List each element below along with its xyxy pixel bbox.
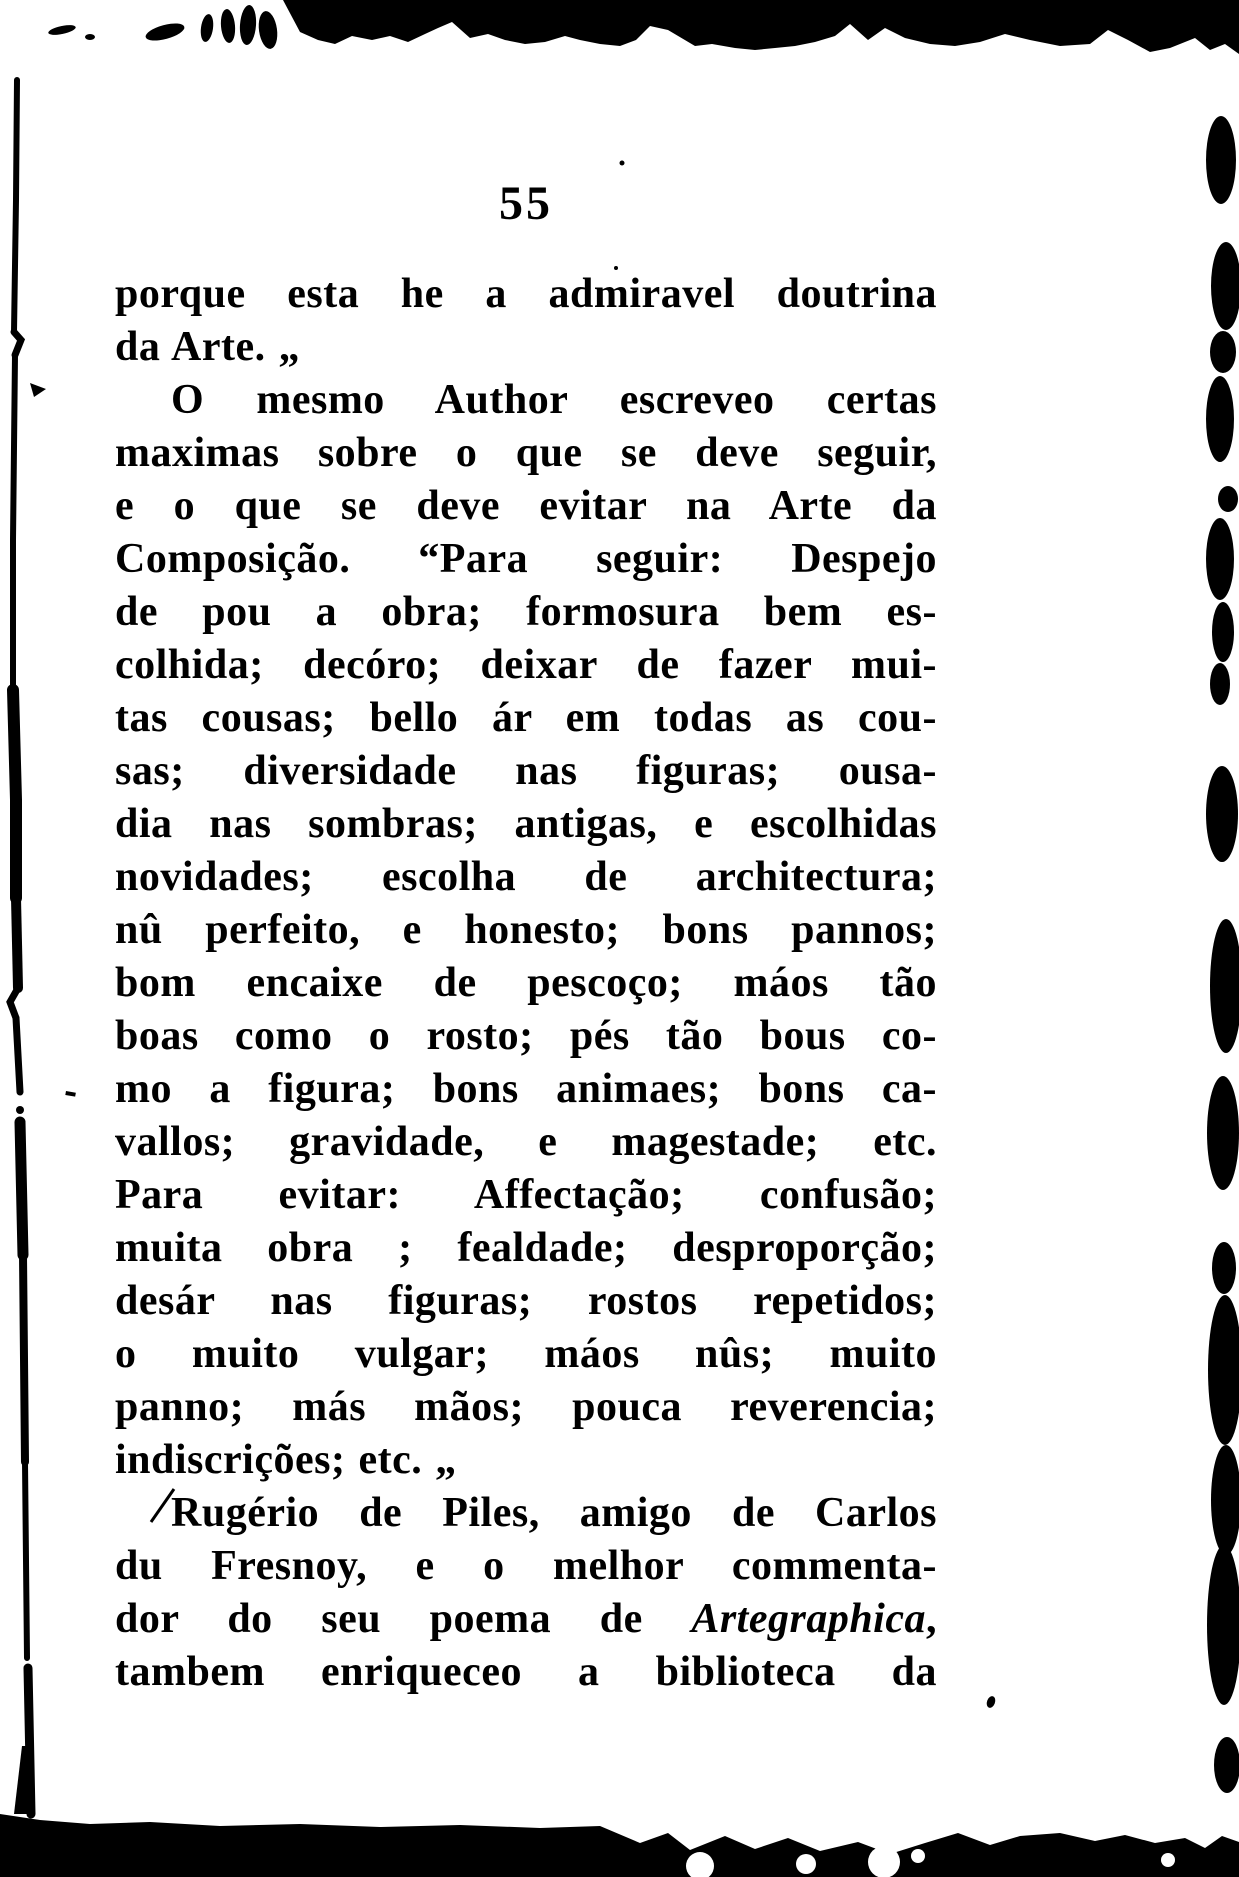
text-line: indiscrições; etc. „ xyxy=(115,1437,457,1483)
scan-artifact-right-edge xyxy=(1206,116,1239,1793)
text-line: du Fresnoy, e o melhor commenta- xyxy=(115,1543,937,1589)
scan-artifact-bottom-edge xyxy=(0,1814,1239,1877)
text-line: panno; más mãos; pouca reverencia; xyxy=(115,1384,937,1430)
text-line: tambem enriqueceo a biblioteca da xyxy=(115,1649,937,1695)
text-line xyxy=(115,1593,937,1646)
text-line: porque esta he a admiravel doutrina xyxy=(115,271,937,317)
text-line: O mesmo Author escreveo certas xyxy=(171,377,937,423)
text-line: Para evitar: Affectação; confusão; xyxy=(115,1172,937,1218)
scan-artifact-bottom-holes xyxy=(686,1846,1175,1877)
text-line: Composição. “Para seguir: Despejo xyxy=(115,536,937,582)
text-line: da Arte. „ xyxy=(115,324,301,370)
text-line: novidades; escolha de architectura; xyxy=(115,854,937,900)
text-line: tas cousas; bello ár em todas as cou- xyxy=(115,695,937,741)
text-line: Rugério de Piles, amigo de Carlos xyxy=(171,1490,937,1536)
text-line: de pou a obra; formosura bem es- xyxy=(115,589,937,635)
italic-title: Artegraphica xyxy=(691,1596,926,1642)
text-line: maximas sobre o que se deve seguir, xyxy=(115,430,937,476)
scan-artifact-top-edge xyxy=(283,0,1239,54)
text-line: colhida; decóro; deixar de fazer mui- xyxy=(115,642,937,688)
text-line: mo a figura; bons animaes; bons ca- xyxy=(115,1066,937,1112)
scan-artifact-top-specks xyxy=(47,4,279,50)
text-segment: , xyxy=(926,1596,937,1642)
scan-artifact-bottom-spike xyxy=(14,1746,33,1814)
text-segment: dor do seu poema de xyxy=(115,1596,692,1642)
text-block xyxy=(115,268,937,1699)
text-line: muita obra ; fealdade; desproporção; xyxy=(115,1225,937,1271)
text-line: bom encaixe de pescoço; máos tão xyxy=(115,960,937,1006)
page-number: 55 xyxy=(499,177,553,230)
text-line: nû perfeito, e honesto; bons pannos; xyxy=(115,907,937,953)
text-line: dia nas sombras; antigas, e escolhidas xyxy=(115,801,937,847)
scan-artifact-left-edge xyxy=(10,80,31,1814)
text-line: e o que se deve evitar na Arte da xyxy=(115,483,937,529)
text-line: desár nas figuras; rostos repetidos; xyxy=(115,1278,937,1324)
text-line: o muito vulgar; máos nûs; muito xyxy=(115,1331,937,1377)
text-line: sas; diversidade nas figuras; ousa- xyxy=(115,748,937,794)
text-line: vallos; gravidade, e magestade; etc. xyxy=(115,1119,937,1165)
text-line: boas como o rosto; pés tão bous co- xyxy=(115,1013,937,1059)
